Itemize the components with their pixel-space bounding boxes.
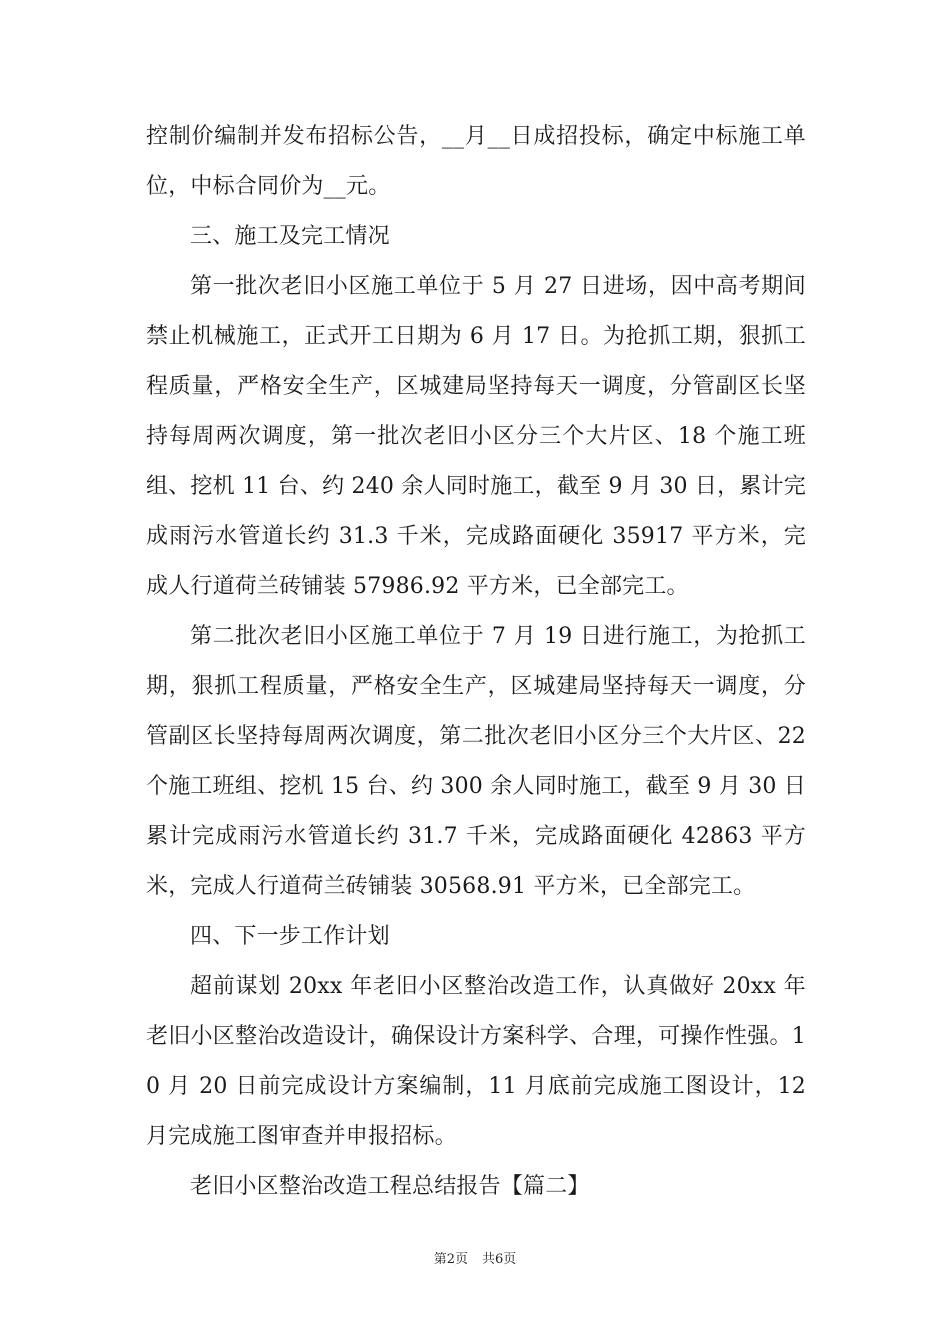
page-number: 第2页	[433, 1252, 468, 1267]
section-heading-construction: 三、施工及完工情况	[190, 224, 390, 249]
page-footer	[0, 1248, 950, 1267]
page-total: 共6页	[482, 1252, 517, 1267]
article-title-part-two: 老旧小区整治改造工程总结报告【篇二】	[190, 1174, 590, 1199]
paragraph-first-batch: 第一批次老旧小区施工单位于 5 月 27 日进场，因中高考期间禁止机械施工，正式开工日期为 6 月 17 日。为抢抓工期，狠抓工程质量，严格安全生产，区城建局坚持每天一调度，分管副区长坚持每周两次调度，第一批次老旧小区分三个大片区、18 个施工班组、挖机 11 台、约 240 余人同时施工，截至 9 月 30 日，累计完成雨污水管道长约 31.3 千米，完成路面硬化 35917 平方米，完成人行道荷兰砖铺装 57986.92 平方米，已全部完工。	[146, 274, 806, 599]
paragraph-second-batch: 第二批次老旧小区施工单位于 7 月 19 日进行施工，为抢抓工期，狠抓工程质量，严格安全生产，区城建局坚持每天一调度，分管副区长坚持每周两次调度，第二批次老旧小区分三个大片区、22 个施工班组、挖机 15 台、约 300 余人同时施工，截至 9 月 30 日累计完成雨污水管道长约 31.7 千米，完成路面硬化 42863 平方米，完成人行道荷兰砖铺装 30568.91 平方米，已全部完工。	[146, 624, 806, 899]
paragraph-continuation: 控制价编制并发布招标公告，__月__日成招投标，确定中标施工单位，中标合同价为__元。	[146, 124, 806, 199]
document-body	[146, 112, 806, 1212]
section-heading-next-plan: 四、下一步工作计划	[190, 924, 390, 949]
paragraph-next-plan: 超前谋划 20xx 年老旧小区整治改造工作，认真做好 20xx 年老旧小区整治改造设计，确保设计方案科学、合理，可操作性强。10 月 20 日前完成设计方案编制，11 月底前完成施工图设计，12 月完成施工图审查并申报招标。	[146, 974, 806, 1149]
